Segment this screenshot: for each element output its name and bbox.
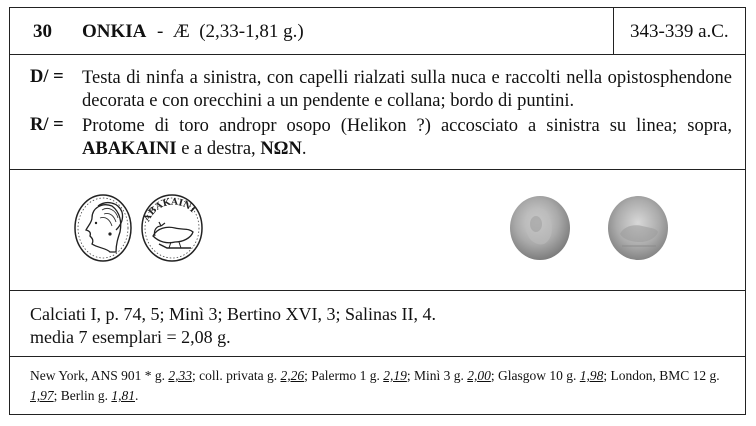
reverse-legend-b: ΝΩΝ	[260, 139, 302, 159]
reverse-legend-a: ABAKAINI	[82, 139, 177, 159]
prov-weight: 2,26	[280, 368, 305, 383]
prov-text: ; Minì 3 g.	[406, 368, 468, 383]
prov-weight: 2,33	[168, 368, 193, 383]
prov-text: ; London, BMC 12 g.	[603, 368, 720, 383]
images-row	[10, 170, 745, 291]
reverse-label: R/ =	[30, 115, 64, 135]
references-row	[10, 291, 745, 357]
provenance-row	[10, 357, 745, 414]
header-row	[10, 8, 745, 55]
header-left-cell	[10, 8, 614, 54]
prov-text: ; Berlin g.	[53, 388, 112, 403]
prov-weight: 1,98	[579, 368, 604, 383]
prov-text: New York, ANS 901 * g.	[30, 368, 169, 383]
entry-number: 30	[33, 21, 52, 42]
coin-legend: ΑΒΑΚΑΙΝΙ	[142, 197, 198, 224]
prov-text: ; Palermo 1 g.	[304, 368, 384, 383]
obverse-label: D/ =	[30, 67, 64, 87]
provenance-list	[30, 366, 730, 406]
obverse-drawing-icon	[72, 192, 134, 264]
prov-weight: 1,97	[30, 388, 54, 403]
entry-date: 343-339 a.C.	[630, 21, 729, 42]
reverse-drawing-icon	[139, 192, 205, 264]
entry-title: ONKIA	[82, 21, 147, 42]
entry-metal-weight: - Æ (2,33-1,81 g.)	[157, 21, 304, 42]
catalog-card	[9, 7, 746, 415]
prov-text: ; Glasgow 10 g.	[490, 368, 580, 383]
prov-weight: 2,00	[467, 368, 491, 383]
prov-weight: 2,19	[383, 368, 407, 383]
reverse-photo-icon	[606, 194, 670, 262]
reverse-text-a: Protome di toro andropr osopo (Helikon ?) accosciato a sinistra su linea; sopra,	[82, 116, 732, 136]
reverse-text-c: .	[301, 139, 307, 159]
references-line-1: Calciati I, p. 74, 5; Minì 3; Bertino XVI, 3; Salinas II, 4.	[30, 304, 436, 324]
prov-text: .	[135, 388, 139, 403]
obverse-description: Testa di ninfa a sinistra, con capelli rialzati sulla nuca e raccolti nella opistosphendone decorata e con orecchini a un pendente e collana; bordo di puntini.	[82, 68, 732, 111]
description-row	[10, 55, 745, 170]
prov-text: ; coll. privata g.	[192, 368, 281, 383]
reverse-description	[82, 115, 732, 161]
reverse-text-b: e a destra,	[176, 139, 261, 159]
prov-weight: 1,81	[111, 388, 135, 403]
references-line-2: media 7 esemplari = 2,08 g.	[30, 327, 231, 347]
obverse-photo-icon	[508, 194, 572, 262]
